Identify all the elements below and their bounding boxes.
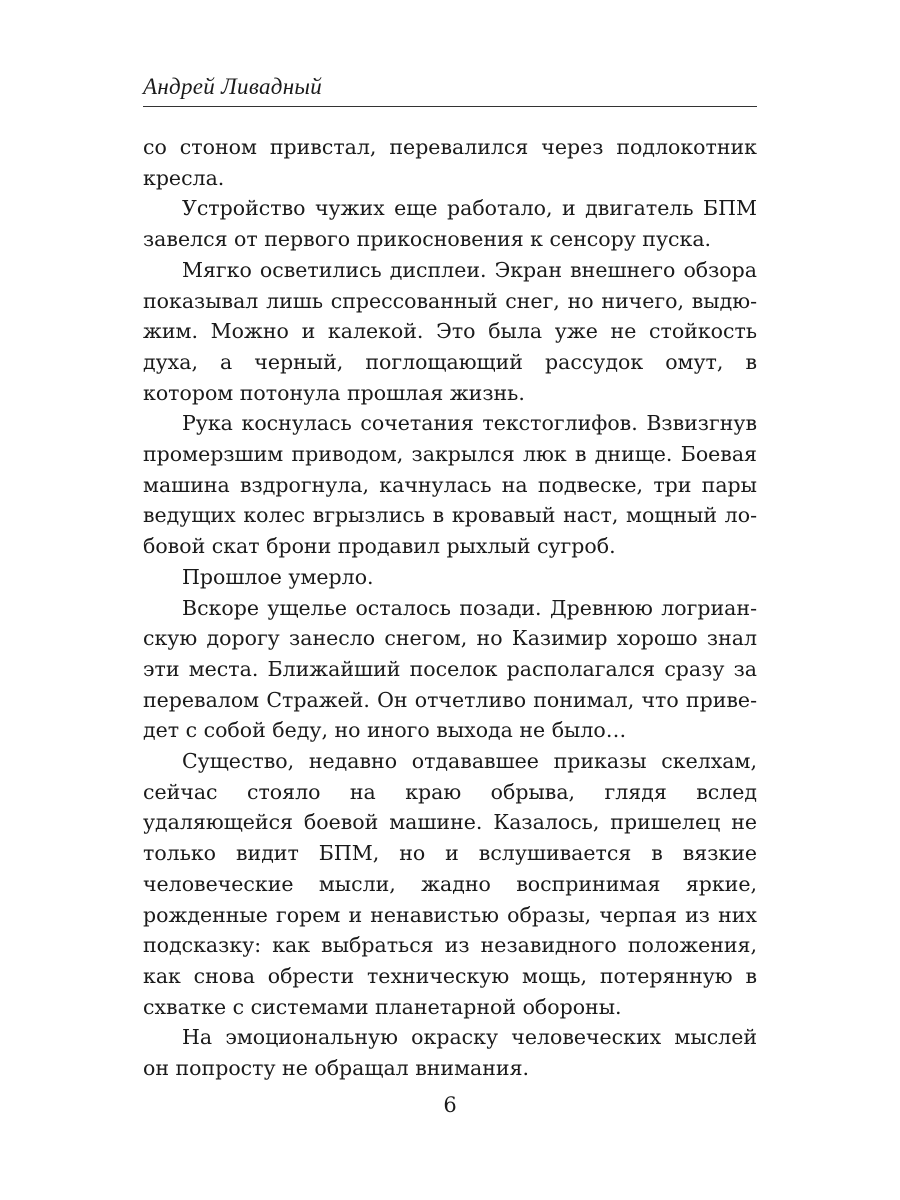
paragraph: Рука коснулась сочетания текстоглифов. Взвизгнув промерзшим приводом, закрылся люк в днище. Боевая машина вздрогнула, качнулась на подвеске, три пары ведущих колес вгрызлись в кровавый наст, мощный лобовой скат брони продавил рыхлый сугроб. <box>143 411 757 559</box>
paragraph: со стоном привстал, перевалился через подлокотник кресла. <box>143 135 757 190</box>
paragraph: На эмоциональную окраску человеческих мыслей он попросту не обращал внимания. <box>143 1025 757 1081</box>
body-text <box>143 132 757 1084</box>
paragraph: Мягко осветились дисплеи. Экран внешнего обзора показывал лишь спрессованный снег, но ничего, выдюжим. Можно и калекой. Это была уже не стойкость духа, а черный, поглощающий рассудок омут, в котором потонула прошлая жизнь. <box>143 257 757 405</box>
paragraph: Устройство чужих еще работало, и двигатель БПМ завелся от первого прикосновения к сенсору пуска. <box>143 196 757 252</box>
header-divider <box>143 106 757 107</box>
page-number: 6 <box>443 1093 457 1117</box>
paragraph: Вскоре ущелье осталось позади. Древнюю логрианскую дорогу занесло снегом, но Казимир хорошо знал эти места. Ближайший поселок располагался сразу за перевалом Стражей. Он отчетливо понимал, что приведет с собой беду, но иного выхода не было… <box>143 595 757 743</box>
paragraph: Существо, недавно отдававшее приказы скелхам, сейчас стояло на краю обрыва, глядя вслед удаляющейся боевой машине. Казалось, пришелец не только видит БПМ, но и вслушивается в вязкие человеческие мысли, жадно воспринимая яркие, рожденные горем и ненавистью образы, черпая из них подсказку: как выбраться из незавидного положения, как снова обрести техническую мощь, потерянную в схватке с системами планетарной обороны. <box>143 749 757 1019</box>
paragraph: Прошлое умерло. <box>182 564 374 589</box>
running-head-author: Андрей Ливадный <box>143 74 323 99</box>
